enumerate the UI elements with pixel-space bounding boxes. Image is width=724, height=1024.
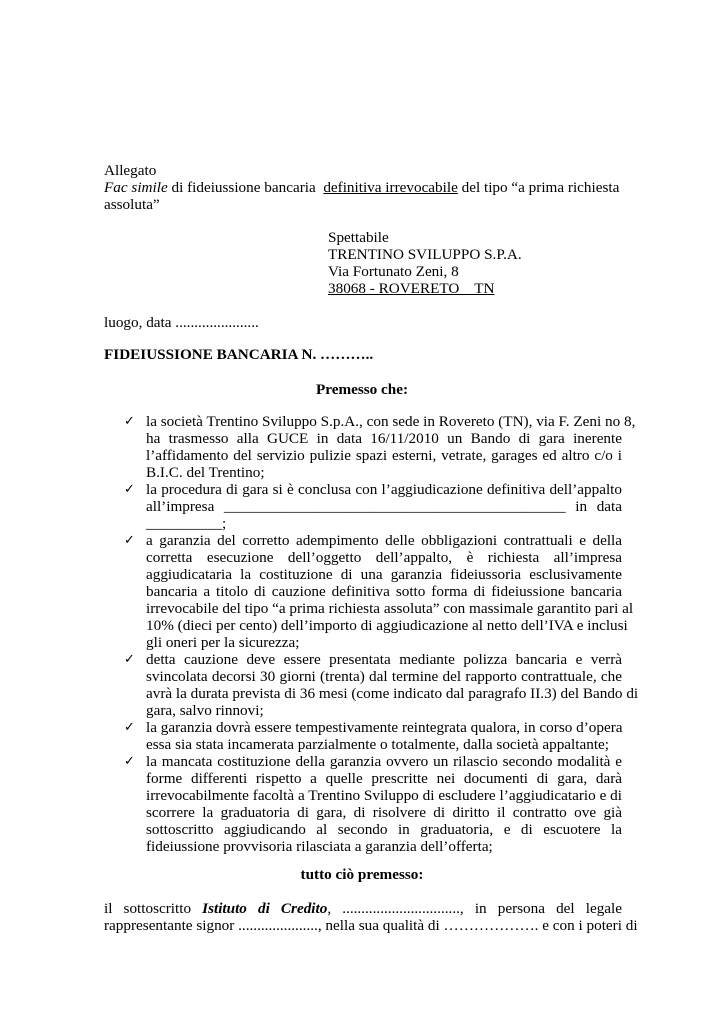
list-item-line: sottoscritto aggiudicando al secondo in graduatoria, e di escuotere la <box>146 821 622 838</box>
list-item-line: essa sia stata incamerata parzialmente o totalmente, dalla società appaltante; <box>146 736 610 753</box>
checkmark-icon: ✓ <box>124 720 135 735</box>
recipient-company: TRENTINO SVILUPPO S.P.A. <box>328 246 522 263</box>
list-item-line: gli oneri per la sicurezza; <box>146 634 300 651</box>
subtitle-continuation: assoluta” <box>104 196 160 213</box>
list-item-line: all’impresa _____________________________________________ in data <box>146 498 622 515</box>
recipient-city: 38068 - ROVERETO TN <box>328 280 495 297</box>
subtitle-end: del tipo “a prima richiesta <box>457 179 620 196</box>
list-item <box>107 651 639 719</box>
list-item-line: detta cauzione deve essere presentata mediante polizza bancaria e verrà <box>146 651 622 668</box>
list-item-line: B.I.C. del Trentino; <box>146 464 265 481</box>
subtitle-mid: di fideiussione bancaria <box>167 179 324 196</box>
list-item-line: __________; <box>146 515 227 532</box>
list-item <box>107 413 636 481</box>
list-item <box>107 719 622 753</box>
checkmark-icon: ✓ <box>124 414 135 429</box>
list-item <box>107 532 634 651</box>
closing-line-2: rappresentante signor ....................., nella sua qualità di ………………. e con i poteri di <box>104 917 638 934</box>
list-item-line: svincolata decorsi 30 giorni (trenta) dal termine del rapporto contrattuale, che <box>146 668 622 685</box>
recipient-salutation: Spettabile <box>328 229 389 246</box>
place-date: luogo, data ...................... <box>104 314 259 331</box>
checkmark-icon: ✓ <box>124 482 135 497</box>
closing-cont: , ..............................., in persona del legale <box>327 900 623 917</box>
list-item-line: bancaria a titolo di cauzione definitiva sotto forma di fideiussione bancaria <box>146 583 622 600</box>
checkmark-icon: ✓ <box>124 754 135 769</box>
recipient-block <box>328 229 522 297</box>
list-item-line: la procedura di gara si è conclusa con l’aggiudicazione definitiva dell’appalto <box>146 481 622 498</box>
list-item <box>107 481 622 532</box>
subtitle-underlined: definitiva irrevocabile <box>323 179 458 196</box>
whereas-conclusion-heading: tutto ciò premesso: <box>300 866 424 883</box>
list-item-line: gara, salvo rinnovi; <box>146 702 264 719</box>
list-item-line: la garanzia dovrà essere tempestivamente reintegrata qualora, in corso d’opera <box>146 719 623 736</box>
checkmark-icon: ✓ <box>124 533 135 548</box>
list-item-line: scorrere la graduatoria di gara, di risolvere di diritto il contratto ove già <box>146 804 622 821</box>
list-item-line: irrevocabilmente facoltà a Trentino Sviluppo di escludere l’aggiudicatario e di <box>146 787 622 804</box>
list-item-line: irrevocabile del tipo “a prima richiesta assoluta” con massimale garantito pari al <box>146 600 634 617</box>
checkmark-icon: ✓ <box>124 652 135 667</box>
list-item-line: ha trasmesso alla GUCE in data 16/11/2010 un Bando di gara inerente <box>146 430 622 447</box>
list-item-line: aggiudicataria la costituzione di una garanzia fideiussoria esclusivamente <box>146 566 622 583</box>
premises-list <box>107 413 639 855</box>
list-item <box>107 753 622 855</box>
annex-label: Allegato <box>104 162 157 179</box>
list-item-line: la società Trentino Sviluppo S.p.A., con sede in Rovereto (TN), via F. Zeni no 8, <box>146 413 636 430</box>
closing-intro: il sottoscritto <box>104 900 203 917</box>
guarantee-title: FIDEIUSSIONE BANCARIA N. ……….. <box>104 346 374 363</box>
list-item-line: forme differenti rispetto a quelle prescritte nei documenti di gara, darà <box>146 770 622 787</box>
fac-simile-text: Fac simile <box>104 179 168 196</box>
closing-paragraph <box>104 900 638 934</box>
premises-heading: Premesso che: <box>315 381 409 398</box>
list-item-line: corretta esecuzione dell’oggetto dell’appalto, è richiesta all’impresa <box>146 549 622 566</box>
list-item-line: 10% (dieci per cento) dell’importo di aggiudicazione al netto dell’IVA e inclusi <box>146 617 628 634</box>
list-item-line: fideiussione provvisoria rilasciata a garanzia dell’offerta; <box>146 838 493 855</box>
list-item-line: la mancata costituzione della garanzia ovvero un rilascio secondo modalità e <box>146 753 622 770</box>
list-item-line: l’affidamento del servizio pulizie spazi esterni, vetrate, garages ed altro c/o i <box>146 447 622 464</box>
document-subtitle <box>104 179 619 213</box>
recipient-street: Via Fortunato Zeni, 8 <box>328 263 459 280</box>
list-item-line: avrà la durata prevista di 36 mesi (come indicato dal paragrafo II.3) del Bando di <box>146 685 639 702</box>
bank-institution: Istituto di Credito <box>202 900 328 917</box>
list-item-line: a garanzia del corretto adempimento delle obbligazioni contrattuali e della <box>146 532 622 549</box>
